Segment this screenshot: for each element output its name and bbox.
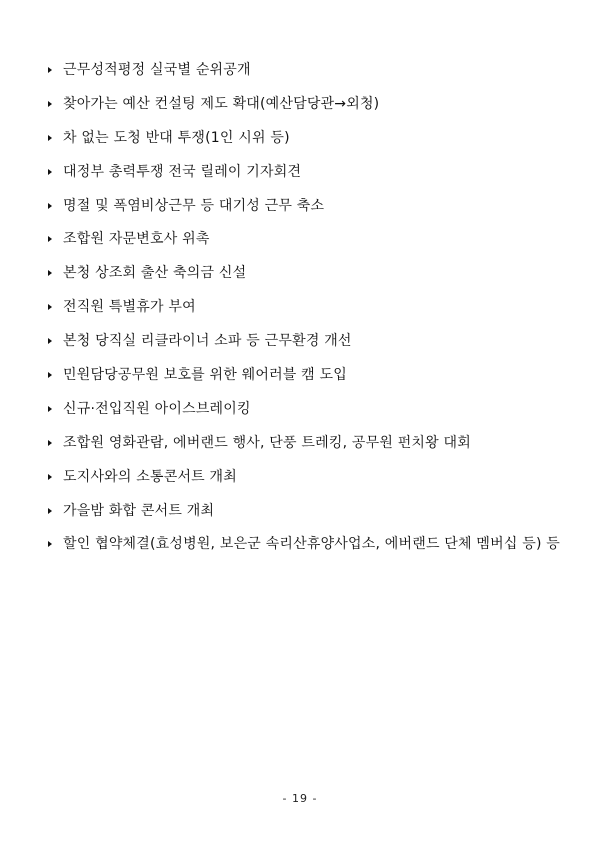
- bullet-marker: [47, 101, 63, 107]
- list-item: [47, 494, 567, 528]
- bullet-marker: [47, 67, 63, 73]
- page-number: - 19 -: [282, 792, 318, 805]
- list-item: [47, 426, 567, 460]
- list-item: [47, 392, 567, 426]
- list-item: [47, 256, 567, 290]
- bullet-marker: [47, 406, 63, 412]
- list-item-text: 본청 상조회 출산 축의금 신설: [63, 265, 247, 282]
- list-item: [47, 87, 567, 121]
- list-item: [47, 53, 567, 87]
- bullet-marker: [47, 474, 63, 480]
- bullet-marker: [47, 440, 63, 446]
- bullet-marker: [47, 338, 63, 344]
- bullet-marker: [47, 203, 63, 209]
- list-item: [47, 460, 567, 494]
- list-item-text: 민원담당공무원 보호를 위한 웨어러블 캠 도입: [63, 366, 348, 383]
- list-item-text: 본청 당직실 리클라이너 소파 등 근무환경 개선: [63, 333, 352, 350]
- list-item: [47, 222, 567, 256]
- list-item: [47, 189, 567, 223]
- bullet-marker: [47, 372, 63, 378]
- list-item-text: 전직원 특별휴가 부여: [63, 299, 196, 316]
- bullet-marker: [47, 304, 63, 310]
- list-item: [47, 527, 567, 561]
- list-item-text: 찾아가는 예산 컨설팅 제도 확대(예산담당관→외청): [63, 95, 380, 112]
- list-item-text: 조합원 자문변호사 위촉: [63, 231, 210, 248]
- list-item-text: 대정부 총력투쟁 전국 릴레이 기자회견: [63, 163, 302, 180]
- list-item-text: 도지사와의 소통콘서트 개최: [63, 468, 237, 485]
- list-item-text: 가을밤 화합 콘서트 개최: [63, 502, 215, 519]
- list-item-text: 할인 협약체결(효성병원, 보은군 속리산휴양사업소, 에버랜드 단체 멤버십 등) 등: [63, 536, 560, 553]
- list-item-text: 조합원 영화관람, 에버랜드 행사, 단풍 트레킹, 공무원 펀치왕 대회: [63, 434, 471, 451]
- bullet-marker: [47, 169, 63, 175]
- list-item-text: 근무성적평정 실국별 순위공개: [63, 61, 251, 78]
- list-item: [47, 324, 567, 358]
- bullet-marker: [47, 508, 63, 514]
- bullet-marker: [47, 541, 63, 547]
- list-item-text: 명절 및 폭염비상근무 등 대기성 근무 축소: [63, 197, 325, 214]
- bullet-marker: [47, 236, 63, 242]
- list-item: [47, 358, 567, 392]
- bullet-marker: [47, 135, 63, 141]
- bullet-marker: [47, 270, 63, 276]
- list-item: [47, 155, 567, 189]
- list-item: [47, 290, 567, 324]
- list-item: [47, 121, 567, 155]
- list-item-text: 차 없는 도청 반대 투쟁(1인 시위 등): [63, 129, 290, 146]
- bullet-list: [47, 53, 567, 561]
- list-item-text: 신규·전입직원 아이스브레이킹: [63, 400, 251, 417]
